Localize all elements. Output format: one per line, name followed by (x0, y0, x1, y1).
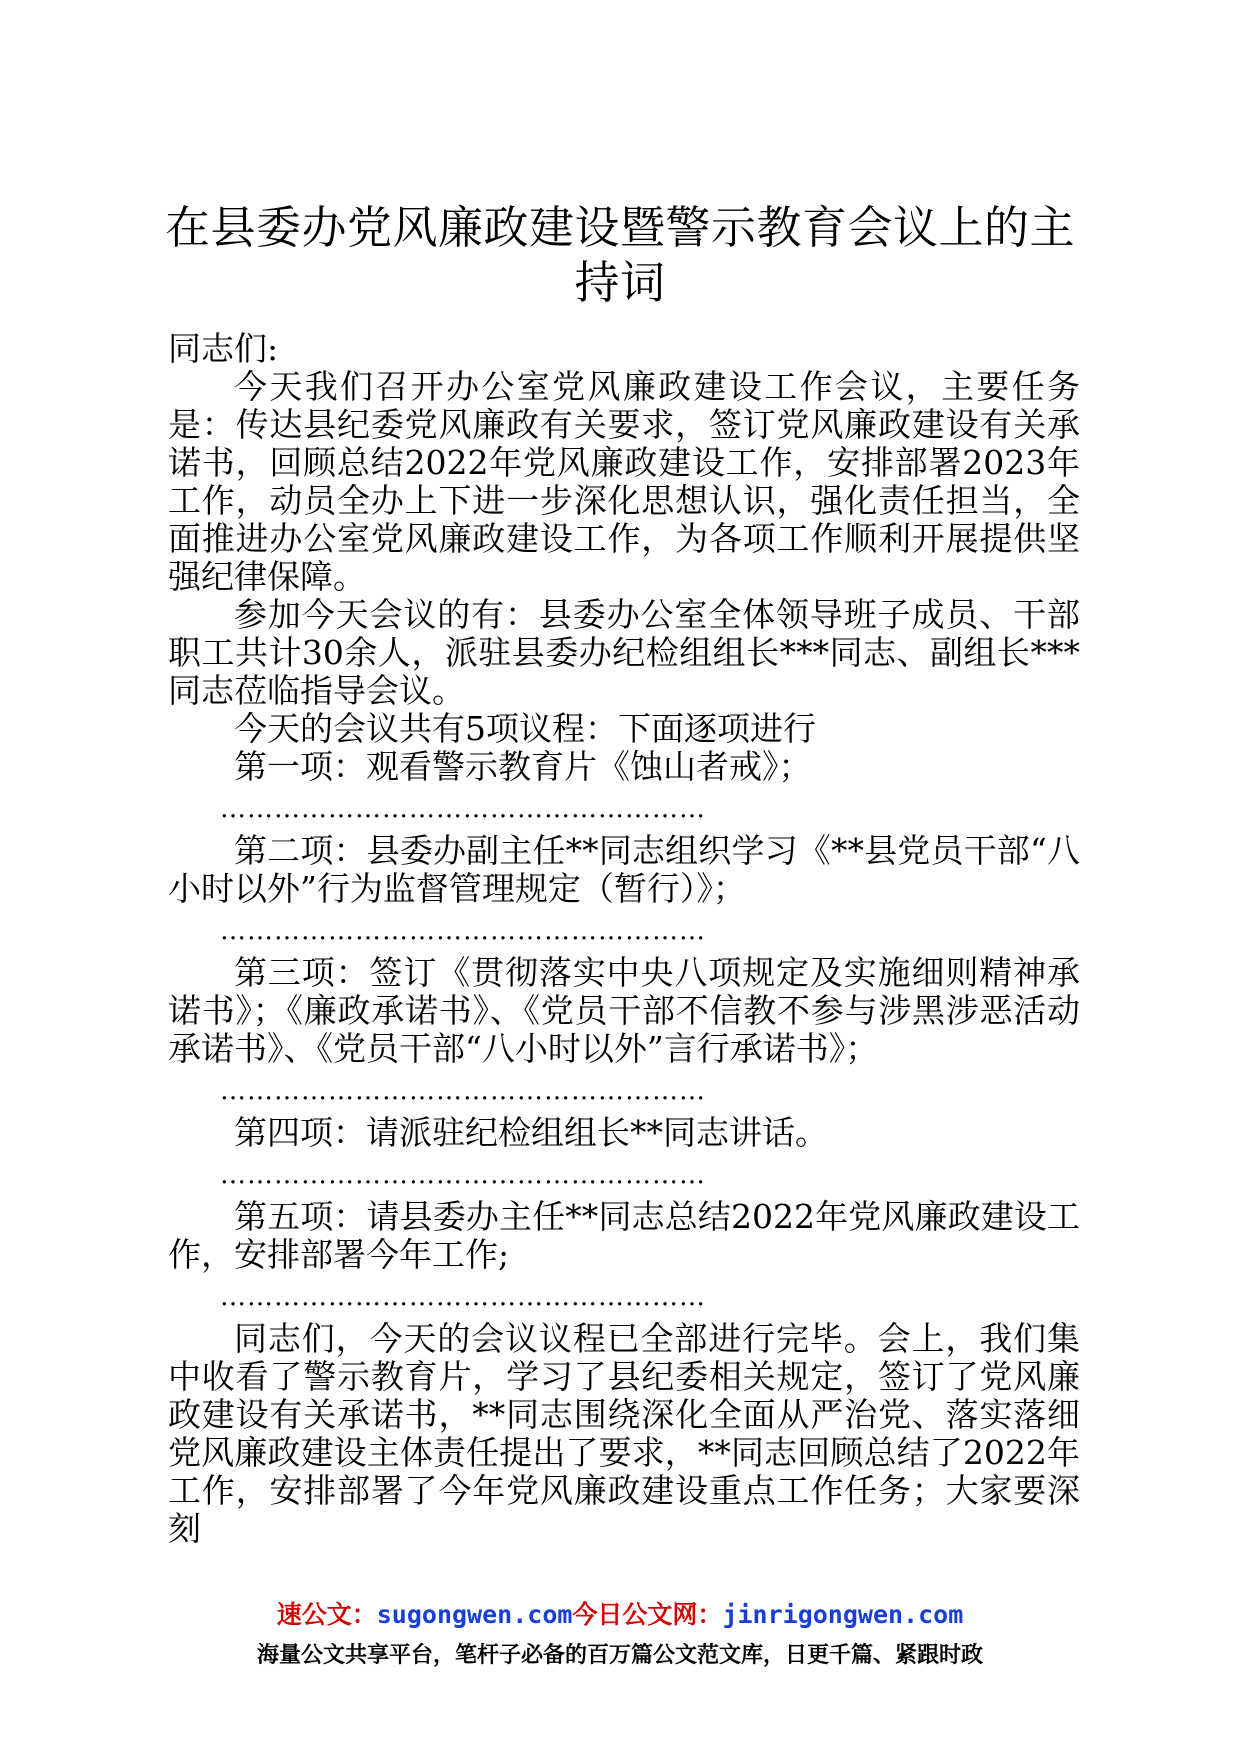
paragraph-attendees: 参加今天会议的有：县委办公室全体领导班子成员、干部职工共计30余人，派驻县委办纪检组组长***同志、副组长***同志莅临指导会议。 (168, 595, 1080, 710)
ellipsis-line: ……………………………………………… (220, 1160, 706, 1190)
ellipsis-line: ……………………………………………… (220, 1076, 706, 1106)
agenda-item-2: 第二项：县委办副主任**同志组织学习《**县党员干部“八小时以外”行为监督管理规定（暂行）》； (168, 831, 1080, 908)
document-body (168, 330, 1080, 1548)
salutation: 同志们: (168, 329, 279, 368)
brand2-label: 今日公文网： (572, 1600, 723, 1629)
watermark-footer (0, 1598, 1240, 1672)
brand2-link[interactable]: jinrigongwen.com (722, 1600, 964, 1629)
paragraph-agenda: 今天的会议共有5项议程：下面逐项进行 (234, 709, 816, 748)
footer-brand-line (0, 1598, 1240, 1632)
brand1-link[interactable]: sugongwen.com (376, 1600, 573, 1629)
ellipsis-line: ……………………………………………… (220, 794, 706, 824)
agenda-item-3: 第三项：签订《贯彻落实中央八项规定及实施细则精神承诺书》；《廉政承诺书》、《党员干部不信教不参与涉黑涉恶活动承诺书》、《党员干部“八小时以外”言行承诺书》； (168, 953, 1080, 1068)
brand1-label: 速公文： (276, 1600, 377, 1629)
agenda-item-1: 第一项：观看警示教育片《蚀山者戒》； (234, 747, 812, 786)
paragraph-intro: 今天我们召开办公室党风廉政建设工作会议，主要任务是：传达县纪委党风廉政有关要求，签订党风廉政建设有关承诺书，回顾总结2022年党风廉政建设工作，安排部署2023年工作，动员全办上下进一步深化思想认识，强化责任担当，全面推进办公室党风廉政建设工作，为各项工作顺利开展提供坚强纪律保障。 (168, 367, 1080, 596)
ellipsis-line: ……………………………………………… (220, 916, 706, 946)
agenda-item-4: 第四项：请派驻纪检组组长**同志讲话。 (234, 1113, 828, 1152)
footer-tagline: 海量公文共享平台，笔杆子必备的百万篇公文范文库，日更千篇、紧跟时政 (256, 1643, 983, 1668)
document-title: 在县委办党风廉政建设暨警示教育会议上的主持词 (164, 201, 1075, 309)
ellipsis-line: ……………………………………………… (220, 1282, 706, 1312)
paragraph-closing: 同志们，今天的会议议程已全部进行完毕。会上，我们集中收看了警示教育片，学习了县纪委相关规定，签订了党风廉政建设有关承诺书，**同志围绕深化全面从严治党、落实落细党风廉政建设主体责任提出了要求，**同志回顾总结了2022年工作，安排部署了今年党风廉政建设重点工作任务；大家要深刻 (168, 1319, 1080, 1548)
agenda-item-5: 第五项：请县委办主任**同志总结2022年党风廉政建设工作，安排部署今年工作; (168, 1197, 1080, 1274)
